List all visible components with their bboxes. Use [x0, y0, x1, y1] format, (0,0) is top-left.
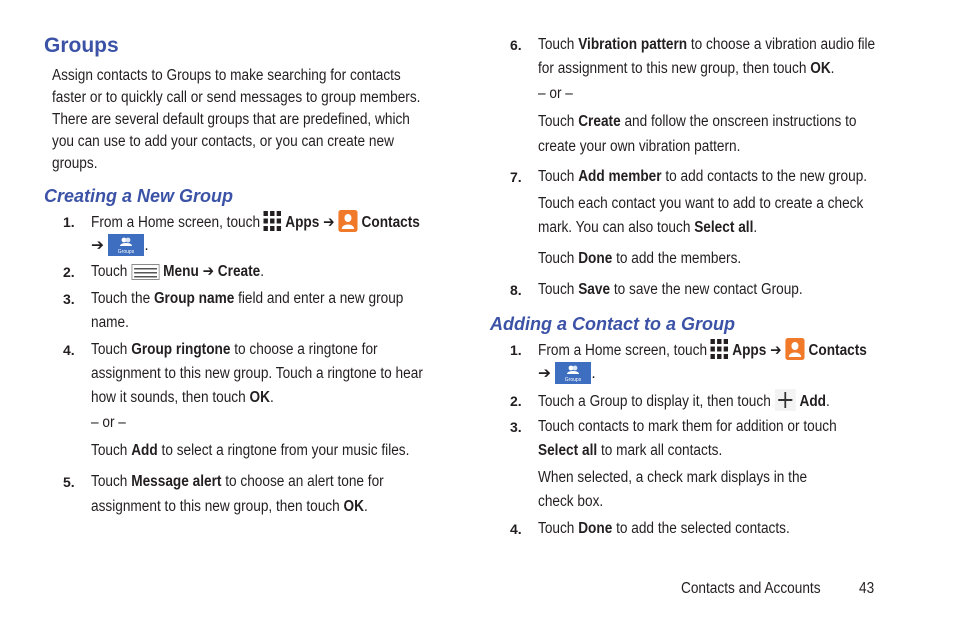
step-text: Touch Create and follow the onscreen instructions to — [538, 113, 857, 130]
svg-text:Groups: Groups — [118, 249, 135, 255]
menu-key-icon — [131, 264, 159, 280]
step-text: Touch the Group name field and enter a new group — [91, 290, 404, 307]
step-text: Touch Add member to add contacts to the new group. — [538, 168, 868, 185]
step-text: From a Home screen, touch Apps ➔ Contacts — [91, 210, 420, 235]
or-separator: – or – — [538, 85, 573, 102]
intro-line: Assign contacts to Groups to make searching for contacts — [52, 67, 401, 84]
step-number: 3. — [63, 291, 75, 307]
step-number: 2. — [510, 393, 522, 409]
step-text: Touch Menu ➔ Create. — [91, 263, 265, 280]
step-number: 1. — [63, 214, 75, 230]
section-heading-creating: Creating a New Group — [44, 186, 234, 206]
step-text: assignment to this new group, then touch OK. — [91, 498, 368, 515]
step-text: assignment to this new group. Touch a ringtone to hear — [91, 365, 423, 382]
step-text: for assignment to this new group, then touch OK. — [538, 60, 835, 77]
step-text: Touch Message alert to choose an alert tone for — [91, 473, 384, 490]
step-text: Touch Done to add the selected contacts. — [538, 520, 790, 537]
step-number: 4. — [510, 521, 522, 537]
step-text: Touch a Group to display it, then touch Add. — [538, 389, 830, 414]
contacts-app-icon — [338, 210, 357, 232]
step-number: 3. — [510, 419, 522, 435]
footer-section-name: Contacts and Accounts — [681, 580, 821, 597]
intro-line: There are several default groups that are predefined, which — [52, 111, 410, 128]
section-heading-adding: Adding a Contact to a Group — [490, 314, 735, 334]
step-number: 2. — [63, 264, 75, 280]
step-number: 8. — [510, 282, 522, 298]
apps-grid-icon — [264, 211, 282, 231]
apps-grid-icon — [711, 339, 729, 359]
step-text: ➔ Groups . — [538, 362, 596, 386]
step-text: Touch contacts to mark them for addition or touch — [538, 418, 837, 435]
step-text: Touch Vibration pattern to choose a vibration audio file — [538, 36, 876, 53]
step-text: check box. — [538, 493, 604, 510]
page-title: Groups — [44, 34, 119, 57]
page-number: 43 — [859, 580, 875, 597]
step-text: Touch Done to add the members. — [538, 250, 742, 267]
step-number: 1. — [510, 342, 522, 358]
step-text: Touch each contact you want to add to create a check — [538, 195, 864, 212]
step-text: name. — [91, 314, 129, 331]
step-text: ➔ Groups . — [91, 234, 149, 258]
intro-line: groups. — [52, 155, 98, 172]
svg-text:Groups: Groups — [565, 377, 582, 383]
step-text: how it sounds, then touch OK. — [91, 389, 274, 406]
step-text: create your own vibration pattern. — [538, 138, 741, 155]
groups-tab-icon — [555, 362, 591, 384]
step-text: Touch Add to select a ringtone from your music files. — [91, 442, 410, 459]
step-number: 4. — [63, 342, 75, 358]
step-number: 6. — [510, 37, 522, 53]
step-text: Touch Save to save the new contact Group. — [538, 281, 803, 298]
step-text: Select all to mark all contacts. — [538, 442, 723, 459]
intro-line: you can use to add your contacts, or you can create new — [52, 133, 394, 150]
contacts-app-icon — [785, 338, 804, 360]
intro-paragraph — [52, 64, 471, 184]
step-text: From a Home screen, touch Apps ➔ Contacts — [538, 338, 867, 363]
intro-line: faster or to quickly call or send messages to group members. — [52, 89, 421, 106]
step-number: 7. — [510, 169, 522, 185]
step-number: 5. — [63, 474, 75, 490]
groups-tab-icon — [108, 234, 144, 256]
plus-icon — [775, 389, 796, 411]
step-text: mark. You can also touch Select all. — [538, 219, 758, 236]
step-text: When selected, a check mark displays in the — [538, 469, 808, 486]
or-separator: – or – — [91, 414, 126, 431]
step-text: Touch Group ringtone to choose a ringtone for — [91, 341, 378, 358]
